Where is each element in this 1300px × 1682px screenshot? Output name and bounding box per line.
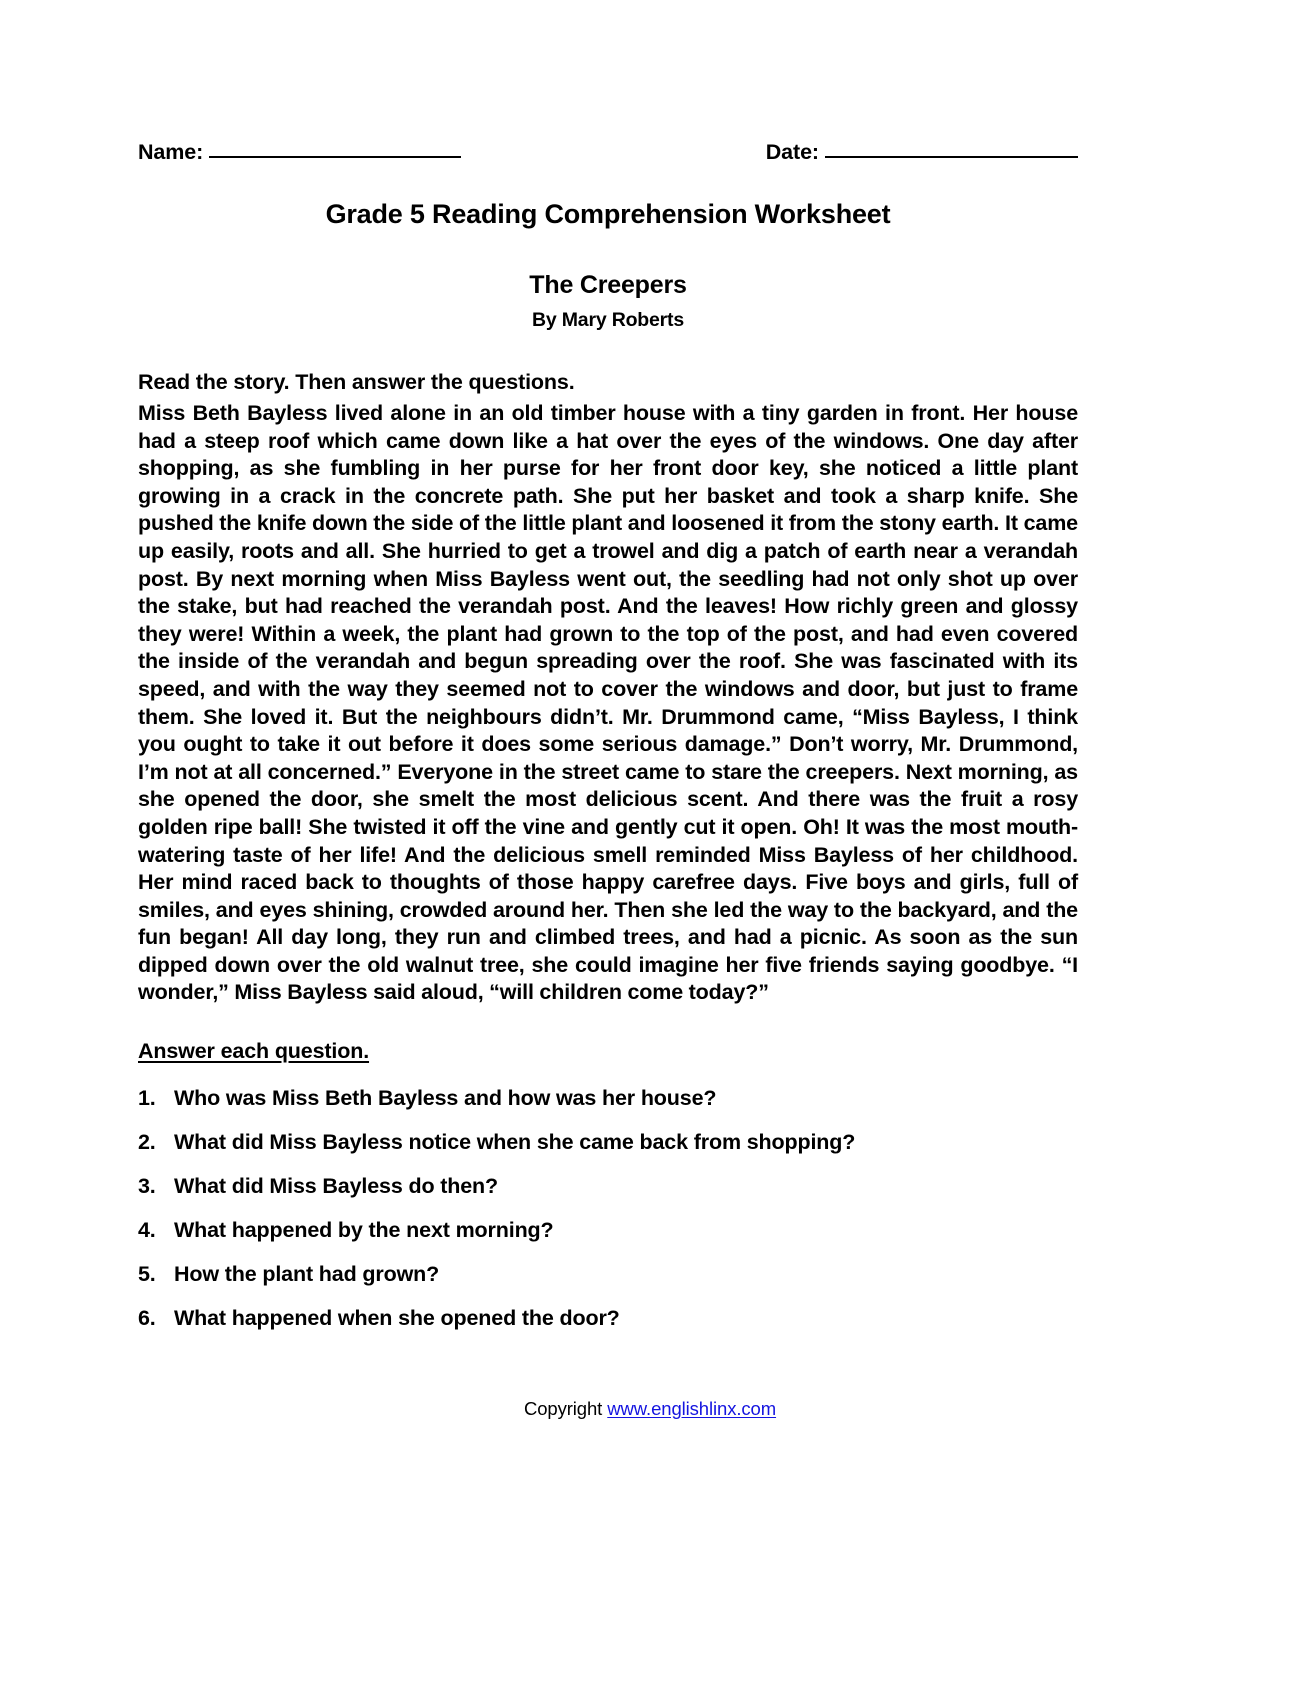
story-title: The Creepers: [529, 271, 687, 299]
question-number: 3.: [138, 1174, 156, 1199]
story-author: By Mary Roberts: [532, 309, 684, 331]
date-label: Date:: [765, 140, 819, 164]
question-text: What did Miss Bayless do then?: [174, 1174, 499, 1199]
question-number: 4.: [138, 1218, 156, 1243]
question-list: [138, 1086, 1078, 1331]
list-item: [138, 1262, 1078, 1287]
name-field-group[interactable]: [138, 140, 461, 165]
date-field-group[interactable]: [766, 140, 1078, 165]
question-text: What happened when she opened the door?: [174, 1306, 620, 1331]
list-item: [138, 1086, 1078, 1111]
worksheet-content: [138, 0, 1078, 1350]
question-number: 6.: [138, 1306, 156, 1331]
worksheet-title: Grade 5 Reading Comprehension Worksheet: [325, 199, 891, 229]
question-number: 1.: [138, 1086, 156, 1111]
list-item: [138, 1306, 1078, 1331]
englishlinx-link[interactable]: www.englishlinx.com: [607, 1398, 777, 1419]
list-item: [138, 1218, 1078, 1243]
question-text: How the plant had grown?: [174, 1262, 440, 1287]
answer-section-heading: Answer each question.: [138, 1039, 370, 1064]
story-passage: Miss Beth Bayless lived alone in an old timber house with a tiny garden in front. Her house had a steep roof which came down like a hat over the eyes of the windows. One day after shopping, as she fumbling in her purse for her front door key, she noticed a little plant growing in a crack in the concrete path. She put her basket and took a sharp knife. She pushed the knife down the side of the little plant and loosened it from the stony earth. It came up easily, roots and all. She hurried to get a trowel and dig a patch of earth near a verandah post. By next morning when Miss Bayless went out, the seedling had not only shot up over the stake, but had reached the verandah post. And the leaves! How richly green and glossy they were! Within a week, the plant had grown to the top of the post, and had even covered the inside of the verandah and begun spreading over the roof. She was fascinated with its speed, and with the way they seemed not to cover the windows and door, but just to frame them. She loved it. But the neighbours didn’t. Mr. Drummond came, “Miss Bayless, I think you ought to take it out before it does some serious damage.” Don’t worry, Mr. Drummond, I’m not at all concerned.” Everyone in the street came to stare the creepers. Next morning, as she opened the door, she smelt the most delicious scent. And there was the fruit a rosy golden ripe ball! She twisted it off the vine and gently cut it open. Oh! It was the most mouth-watering taste of her life! And the delicious smell reminded Miss Bayless of her childhood. Her mind raced back to thoughts of those happy carefree days. Five boys and girls, full of smiles, and eyes shining, crowded around her. Then she led the way to the backyard, and the fun began! All day long, they run and climbed trees, and had a picnic. As soon as the sun dipped down over the old walnut tree, she could imagine her five friends saying goodbye. “I wonder,” Miss Bayless said aloud, “will children come today?”: [138, 401, 1078, 1005]
name-date-row: [138, 140, 1078, 165]
copyright-footer: [0, 1398, 1300, 1420]
question-number: 2.: [138, 1130, 156, 1155]
copyright-label: Copyright: [523, 1398, 608, 1419]
list-item: [138, 1130, 1078, 1155]
list-item: [138, 1174, 1078, 1199]
question-text: What happened by the next morning?: [174, 1218, 554, 1243]
question-number: 5.: [138, 1262, 156, 1287]
question-text: Who was Miss Beth Bayless and how was her house?: [174, 1086, 717, 1111]
name-input-line[interactable]: [209, 156, 461, 158]
name-label: Name:: [138, 140, 204, 164]
answer-heading-wrap: [138, 1007, 1078, 1064]
reading-instruction: Read the story. Then answer the questions.: [138, 370, 575, 394]
question-text: What did Miss Bayless notice when she came back from shopping?: [174, 1130, 856, 1155]
date-input-line[interactable]: [825, 156, 1078, 158]
